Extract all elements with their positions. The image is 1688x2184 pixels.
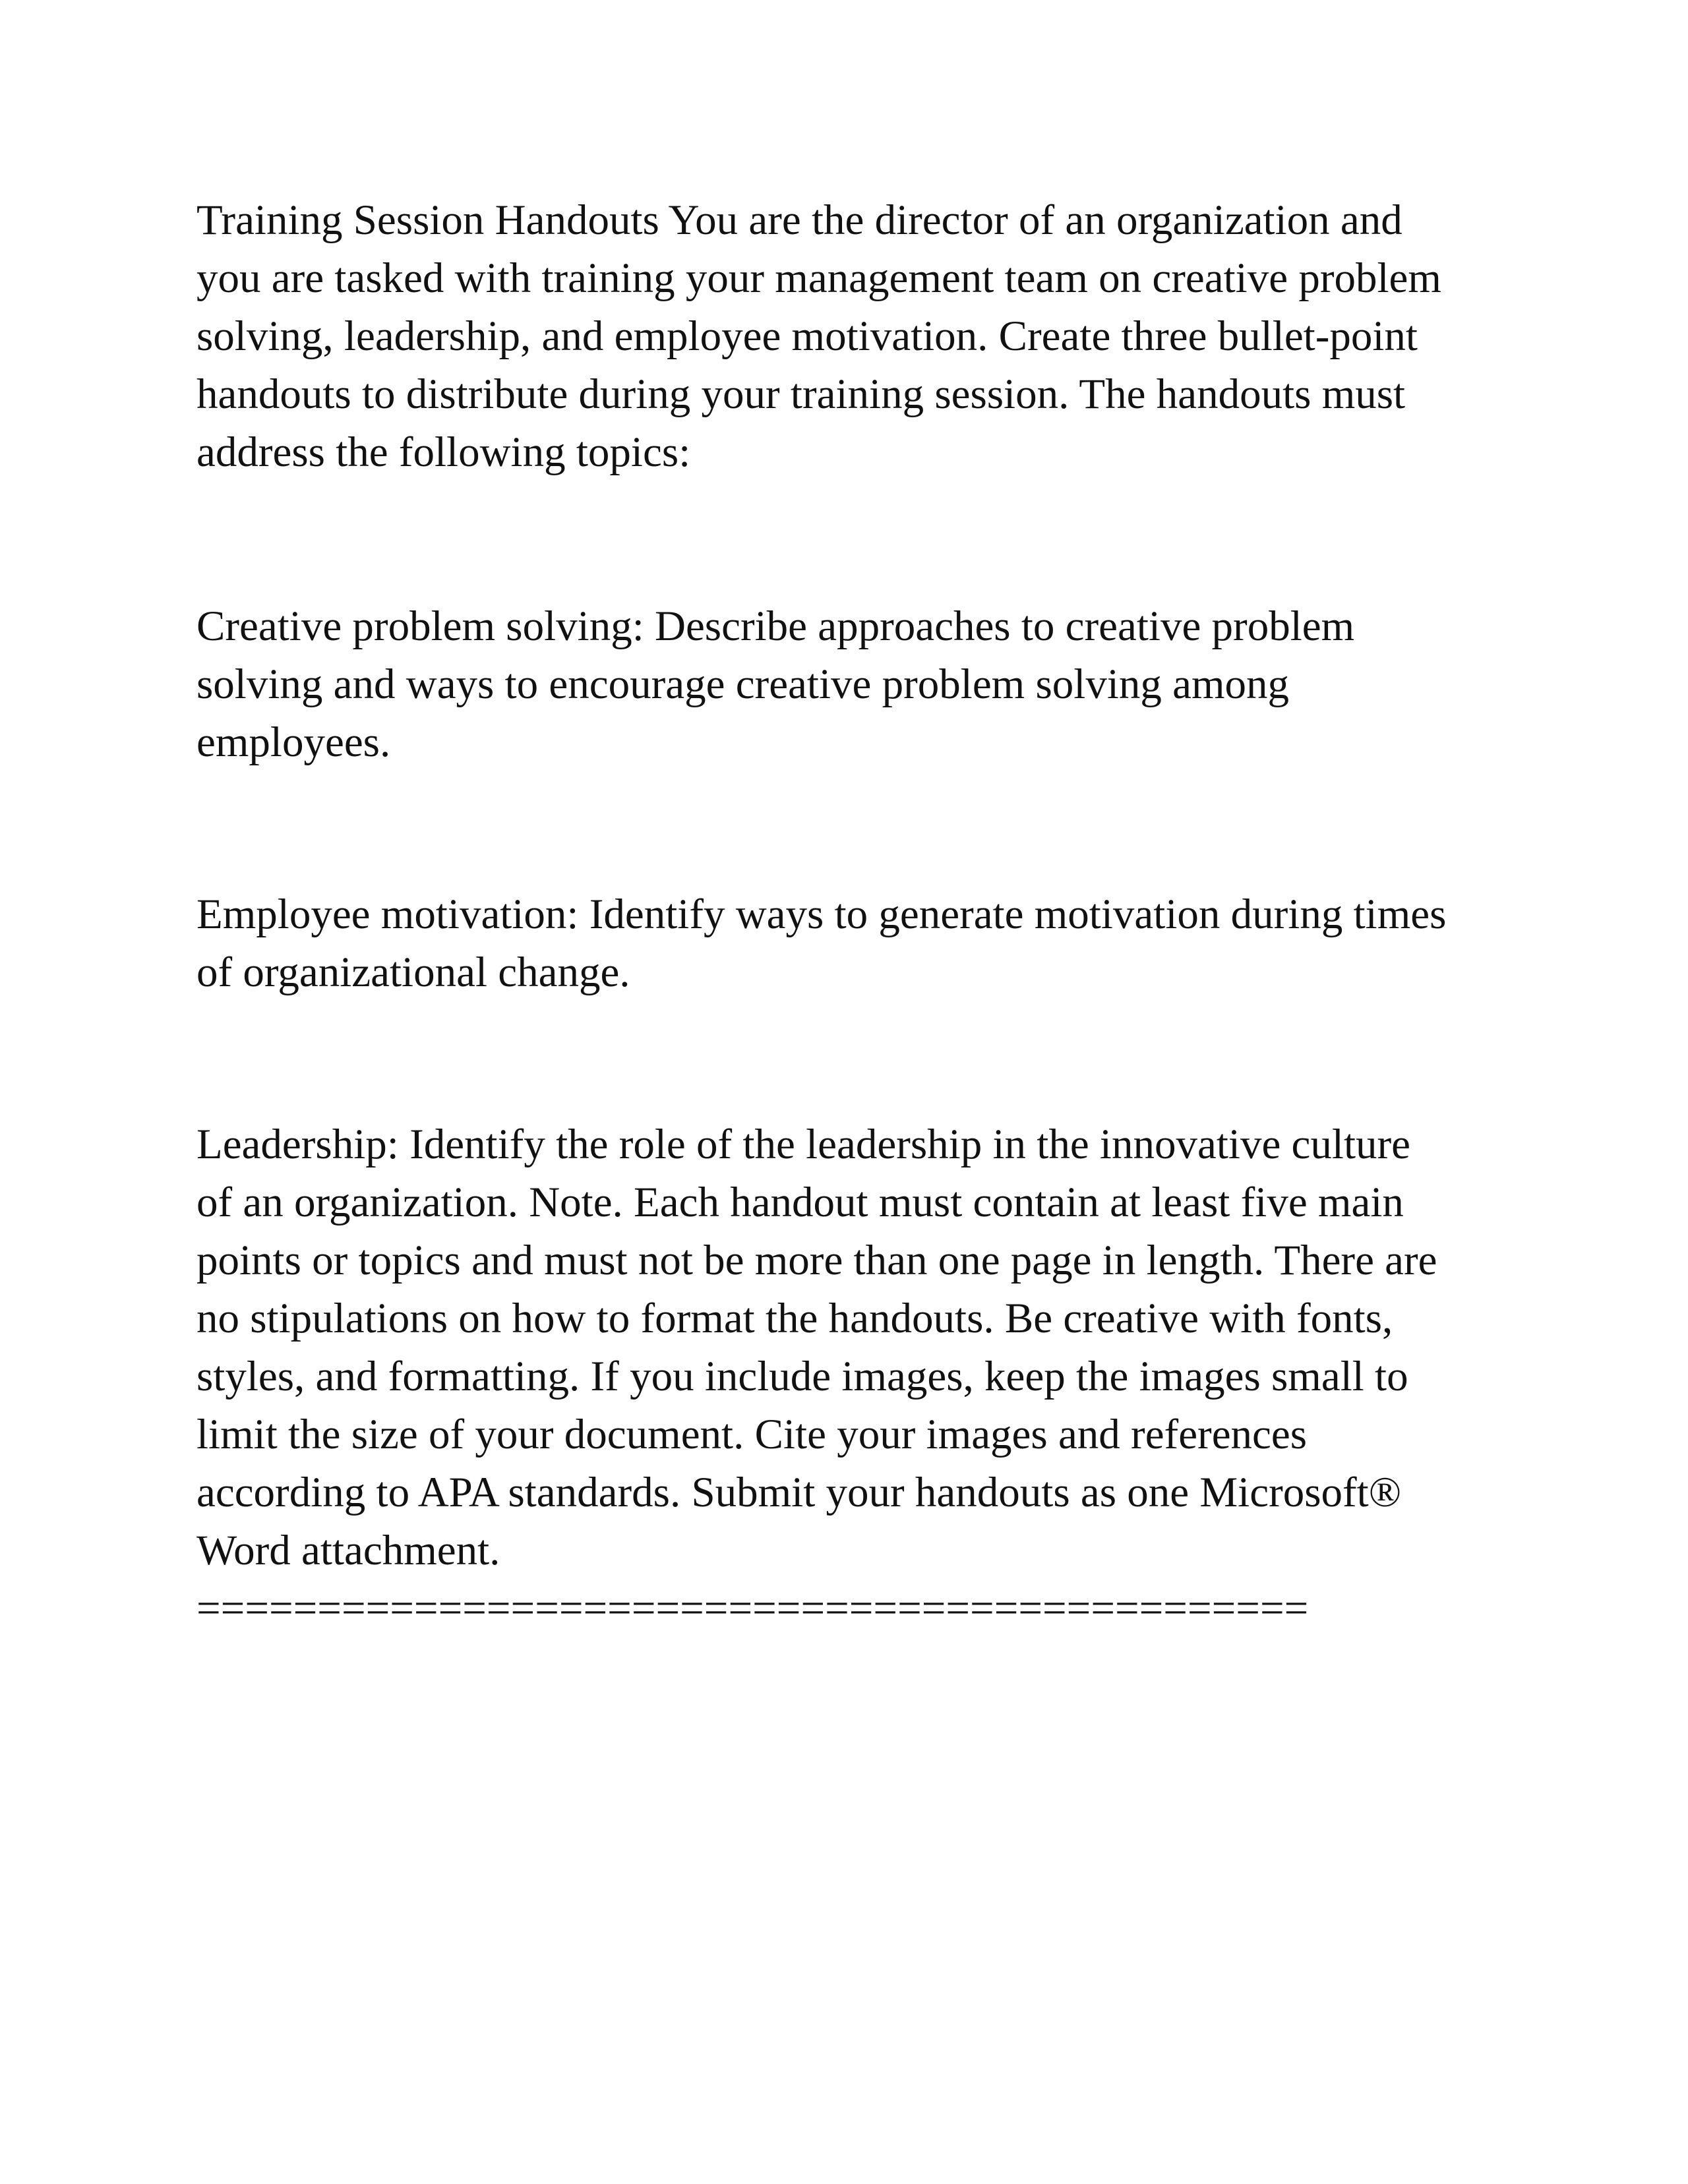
- intro-paragraph: Training Session Handouts You are the director of an organization and you are tasked with training your management team on creative problem solving, leadership, and employee motivation. Create three bullet-point handouts to distribute during your training session. The handouts must address the following topics:: [196, 196, 1441, 476]
- employee-motivation-paragraph: Employee motivation: Identify ways to generate motivation during times of organizational change.: [196, 891, 1447, 996]
- leadership-paragraph: Leadership: Identify the role of the leadership in the innovative culture of an organization. Note. Each handout must contain at least five main points or topics and must not be more than one page in length. There are no stipulations on how to format the handouts. Be creative with fonts, styles, and formatting. If you include images, keep the images small to limit the size of your document. Cite your images and references according to APA standards. Submit your handouts as one Microsoft® Word attachment.: [196, 1121, 1437, 1574]
- paragraph-spacer: [196, 771, 1502, 885]
- paragraph-spacer: [196, 481, 1502, 597]
- creative-problem-solving-paragraph: Creative problem solving: Describe approaches to creative problem solving and ways to encourage creative problem solving among employees.: [196, 603, 1355, 766]
- document-body: [196, 191, 1502, 1638]
- paragraph-spacer: [196, 1001, 1502, 1115]
- divider-line: ==============================================: [196, 1585, 1309, 1632]
